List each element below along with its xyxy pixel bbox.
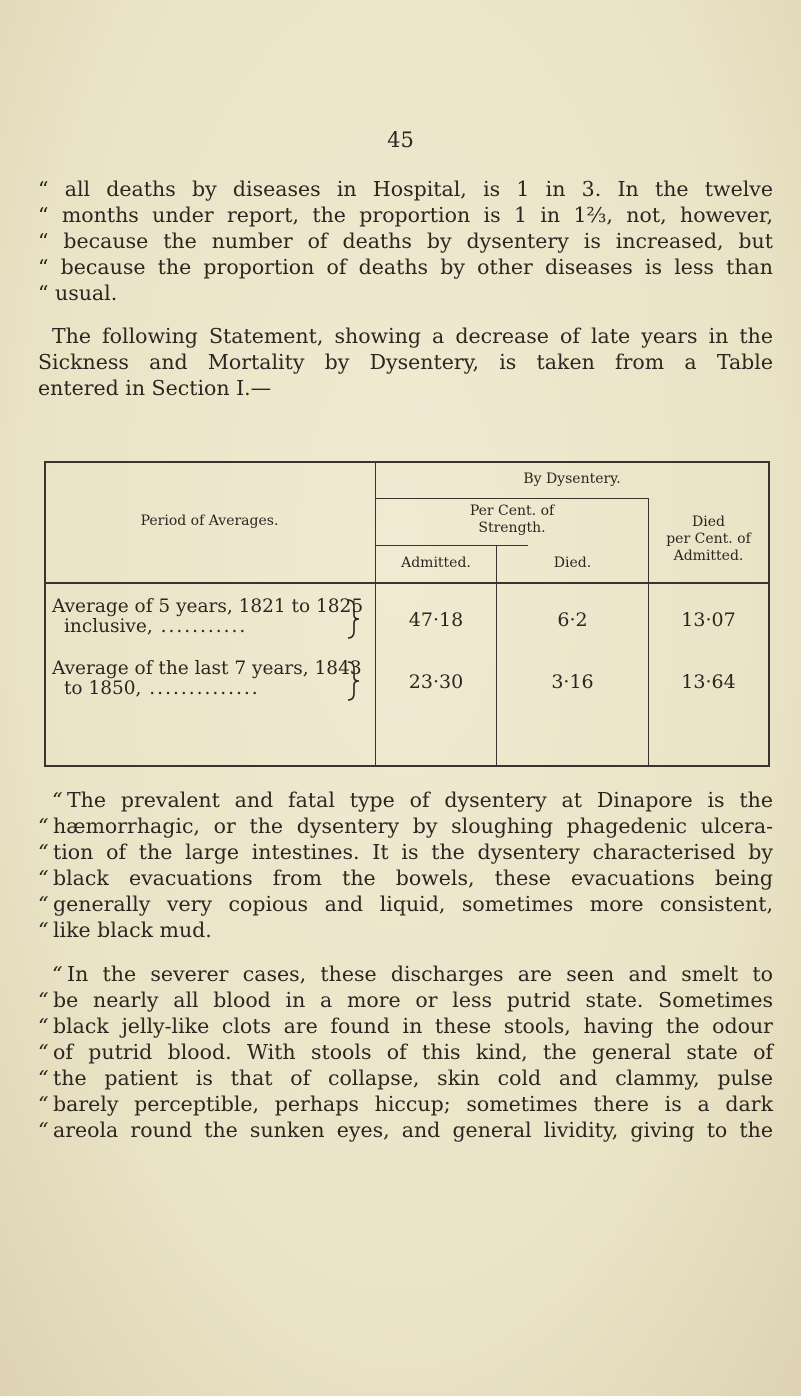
curly-brace-icon (345, 661, 361, 701)
text-line: “ all deaths by diseases in Hospital, is 1 in 3. In the twelve (38, 177, 773, 201)
admitted-value: 47·18 (408, 609, 464, 631)
statement-intro-paragraph (38, 323, 773, 401)
text-line: “ because the proportion of deaths by other diseases is less than (38, 255, 773, 279)
text-line: “ The prevalent and fatal type of dysentery at Dinapore is the (52, 788, 773, 812)
admitted-value: 23·30 (408, 671, 464, 693)
text-line: “ black evacuations from the bowels, these evacuations being (38, 866, 773, 890)
text-line: “ tion of the large intestines. It is the dysentery characterised by (38, 840, 773, 864)
text-line: “ usual. (38, 281, 118, 305)
page-number: 45 (387, 128, 414, 152)
text-line: The following Statement, showing a decrease of late years in the (52, 324, 773, 348)
died-per-cent-value: 13·64 (681, 671, 736, 693)
text-line: “ barely perceptible, perhaps hiccup; sometimes there is a dark (38, 1092, 773, 1116)
text-line: “ like black mud. (38, 918, 212, 942)
row-label-continuation: to 1850, .............. (64, 678, 260, 699)
text-line: “ In the severer cases, these discharges are seen and smelt to (52, 962, 773, 986)
row-label-1821-1825: Average of 5 years, 1821 to 1825 (52, 596, 364, 617)
text-line: entered in Section I.— (38, 376, 272, 400)
row-label-continuation: inclusive, ........... (64, 616, 248, 637)
died-value: 3·16 (551, 671, 594, 693)
text-line: “ areola round the sunken eyes, and general lividity, giving to the (38, 1118, 773, 1142)
text-line: “ be nearly all blood in a more or less putrid state. Sometimes (38, 988, 773, 1012)
died-header: Died. (553, 555, 592, 571)
quoted-paragraph-deaths (38, 176, 773, 306)
row-label-1843-1850: Average of the last 7 years, 1843 (52, 658, 362, 679)
dysentery-statistics-table (44, 461, 770, 767)
text-line: “ generally very copious and liquid, sometimes more consistent, (38, 892, 773, 916)
text-line: “ of putrid blood. With stools of this kind, the general state of (38, 1040, 773, 1064)
by-dysentery-header: By Dysentery. (523, 471, 621, 487)
period-of-averages-header: Period of Averages. (140, 513, 279, 529)
per-cent-strength-header: Per Cent. of Strength. (469, 503, 555, 536)
text-line: “ hæmorrhagic, or the dysentery by sloughing phagedenic ulcera- (38, 814, 773, 838)
text-line: Sickness and Mortality by Dysentery, is taken from a Table (38, 350, 773, 374)
died-per-cent-value: 13·07 (681, 609, 736, 631)
died-value: 6·2 (557, 609, 588, 631)
curly-brace-icon (345, 599, 361, 639)
text-line: “ months under report, the proportion is 1 in 1⅔, not, however, (38, 203, 773, 227)
quoted-paragraph-severer-cases (38, 961, 773, 1143)
text-line: “ the patient is that of collapse, skin cold and clammy, pulse (38, 1066, 773, 1090)
text-line: “ black jelly-like clots are found in these stools, having the odour (38, 1014, 773, 1038)
quoted-paragraph-dinapore (38, 787, 773, 943)
died-per-cent-admitted-header: Died per Cent. of Admitted. (666, 514, 751, 564)
text-line: “ because the number of deaths by dysentery is increased, but (38, 229, 773, 253)
admitted-header: Admitted. (401, 555, 471, 571)
